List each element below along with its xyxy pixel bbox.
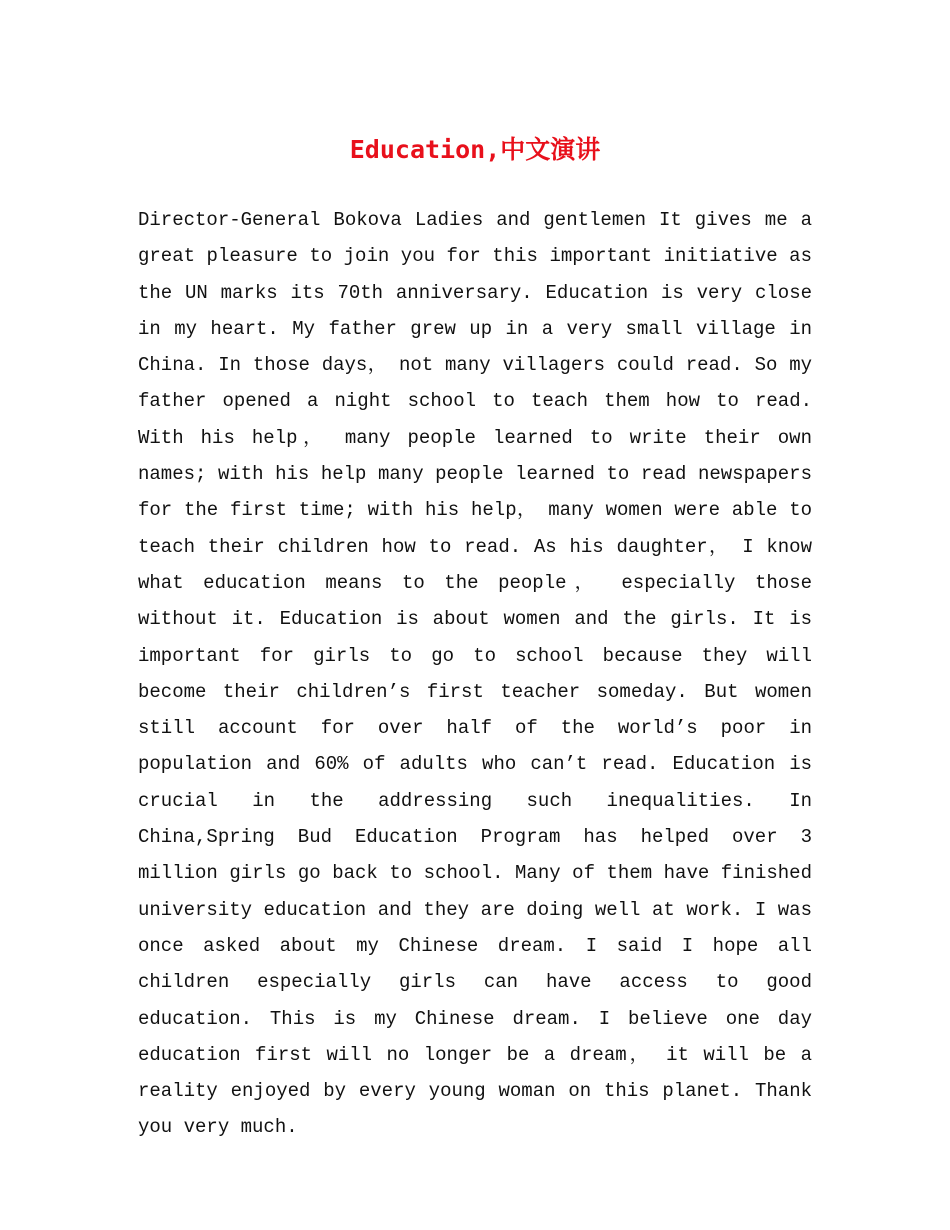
speech-body-paragraph: Director-General Bokova Ladies and gentlemen It gives me a great pleasure to join you for this important initiative as the UN marks its 70th anniversary. Education is very close in my heart. My father grew up in a very small village in China. In those days， not many villagers could read. So my father opened a night school to teach them how to read. With his help， many people learned to write their own names; with his help many people learned to read newspapers for the first time; with his help， many women were able to teach their children how to read. As his daughter， I know what education means to the people， especially those without it. Education is about women and the girls. It is important for girls to go to school because they will become their children’s first teacher someday. But women still account for over half of the world’s poor in population and 60% of adults who can’t read. Education is crucial in the addressing such inequalities. In China,Spring Bud Education Program has helped over 3 million girls go back to school. Many of them have finished university education and they are doing well at work. I was once asked about my Chinese dream. I said I hope all children especially girls can have access to good education. This is my Chinese dream. I believe one day education first will no longer be a dream， it will be a reality enjoyed by every young woman on this planet. Thank you very much. xyxy=(138,209,812,1139)
document-title: Education,中文演讲 xyxy=(349,135,601,164)
